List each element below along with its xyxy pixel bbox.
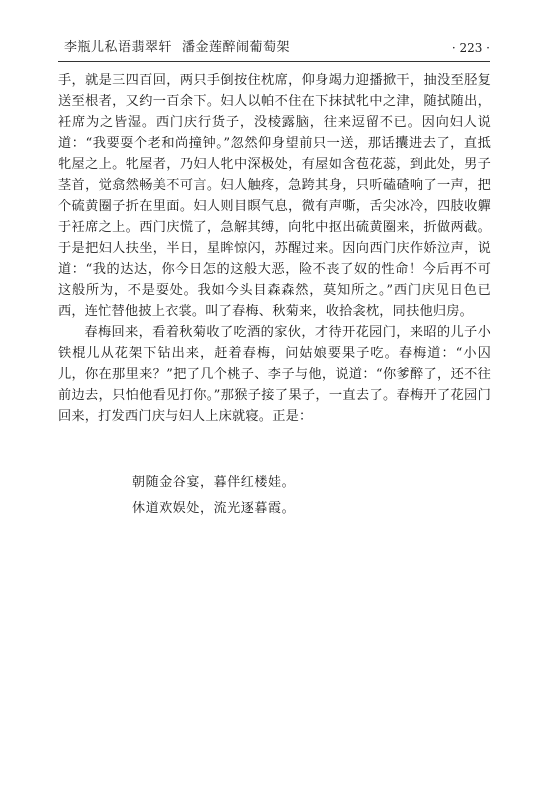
verse-line: 朝随金谷宴，暮伴红楼娃。 xyxy=(132,475,296,490)
page-number: · 223 · xyxy=(451,41,490,55)
book-section-title: 李瓶儿私语翡翠轩 xyxy=(64,40,173,55)
running-header xyxy=(58,37,490,59)
verse-block xyxy=(132,470,295,522)
main-text xyxy=(58,70,491,427)
verse-line: 休道欢娱处，流光逐暮霞。 xyxy=(132,501,296,516)
paragraph: 春梅回来，看着秋菊收了吃酒的家伙，才待开花园门，来昭的儿子小铁棍儿从花架下钻出来，赶着春梅，问姑娘要果子吃。春梅道：“小囚儿，你在那里来？”把了几个桃子、李子与他，说道：“你爹醉了，还不往前边去，只怕他看见打你。”那猴子接了果子，一直去了。春梅开了花园门回来，打发西门庆与妇人上床就寝。正是： xyxy=(58,325,491,424)
header-rule xyxy=(58,61,490,62)
paragraph-continued: 手，就是三四百回，两只手倒按住枕席，仰身竭力迎播掀干，抽没至胫复送至根者，又约一百余下。妇人以帕不住在下抹拭牝中之津，随拭随出，衽席为之皆湿。西门庆行货子，没棱露脑，往来逗留不已。因向妇人说道：“我要耍个老和尚撞钟。”忽然仰身望前只一送，那话攮进去了，直抵牝屋之上。牝屋者，乃妇人牝中深极处，有屋如含苞花蕊，到此处，男子茎首，觉翕然畅美不可言。妇人触疼，急跨其身，只听磕碴响了一声，把个硫黄圈子折在里面。妇人则目瞑气息，微有声嘶，舌尖冰冷，四肢收軃于衽席之上。西门庆慌了，急解其缚，向牝中抠出硫黄圈来，折做两截。于是把妇人扶坐，半日，星眸惊闪，苏醒过来。因向西门庆作娇泣声，说道：“我的达达，你今日怎的这般大恶，险不丧了奴的性命！今后再不可这般所为，不是耍处。我如今头目森森然，莫知所之。”西门庆见日色已西，连忙替他披上衣裳。叫了春梅、秋菊来，收拾衾枕，同扶他归房。 xyxy=(58,73,491,319)
chapter-title: 潘金莲醉闹葡萄架 xyxy=(182,40,291,55)
